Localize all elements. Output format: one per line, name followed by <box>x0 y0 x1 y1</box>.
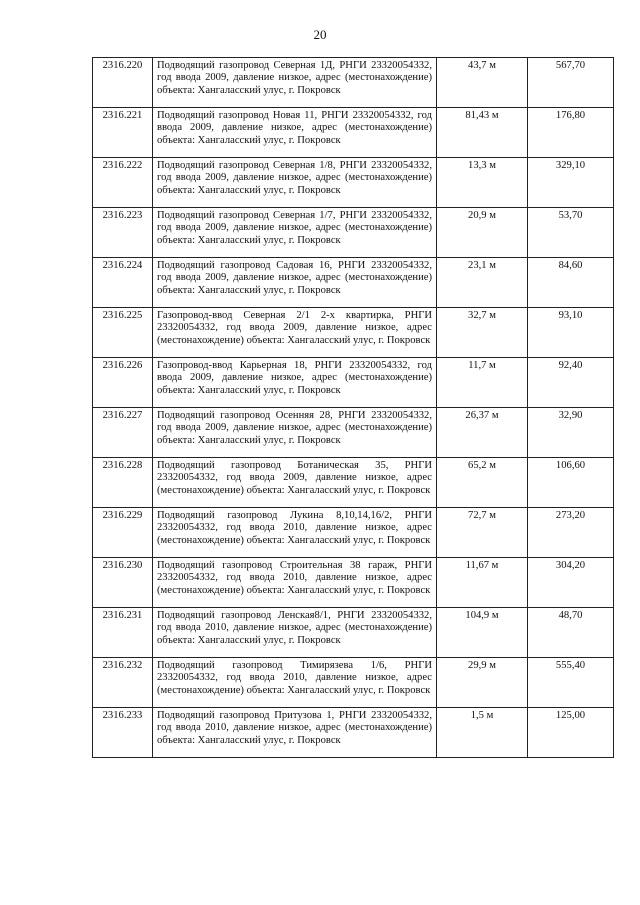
row-number: 2316.220 <box>93 58 153 108</box>
row-value: 176,80 <box>528 108 614 158</box>
table-row <box>93 208 614 258</box>
row-number: 2316.223 <box>93 208 153 258</box>
row-value: 32,90 <box>528 408 614 458</box>
row-length: 32,7 м <box>437 308 528 358</box>
row-number: 2316.222 <box>93 158 153 208</box>
row-description: Газопровод-ввод Северная 2/1 2-х квартирка, РНГИ 23320054332, год ввода 2009, давление низкое, адрес (местонахождение) объекта: Хангаласский улус, г. Покровск <box>153 308 437 358</box>
row-length: 65,2 м <box>437 458 528 508</box>
row-description: Подводящий газопровод Ленская8/1, РНГИ 23320054332, год ввода 2010, давление низкое, адрес (местонахождение) объекта: Хангаласский улус, г. Покровск <box>153 608 437 658</box>
row-description: Газопровод-ввод Карьерная 18, РНГИ 23320054332, год ввода 2009, давление низкое, адрес (местонахождение) объекта: Хангаласский улус, г. Покровск <box>153 358 437 408</box>
row-value: 555,40 <box>528 658 614 708</box>
row-description: Подводящий газопровод Северная 1/7, РНГИ 23320054332, год ввода 2009, давление низкое, адрес (местонахождение) объекта: Хангаласский улус, г. Покровск <box>153 208 437 258</box>
row-value: 567,70 <box>528 58 614 108</box>
row-value: 53,70 <box>528 208 614 258</box>
row-value: 273,20 <box>528 508 614 558</box>
row-length: 72,7 м <box>437 508 528 558</box>
table-row <box>93 258 614 308</box>
row-description: Подводящий газопровод Притузова 1, РНГИ 23320054332, год ввода 2010, давление низкое, адрес (местонахождение) объекта: Хангаласский улус, г. Покровск <box>153 708 437 758</box>
row-number: 2316.233 <box>93 708 153 758</box>
row-number: 2316.225 <box>93 308 153 358</box>
row-value: 304,20 <box>528 558 614 608</box>
property-registry-table <box>92 57 614 758</box>
row-number: 2316.226 <box>93 358 153 408</box>
row-description: Подводящий газопровод Северная 1Д, РНГИ 23320054332, год ввода 2009, давление низкое, адрес (местонахождение) объекта: Хангаласский улус, г. Покровск <box>153 58 437 108</box>
table-row <box>93 558 614 608</box>
row-length: 29,9 м <box>437 658 528 708</box>
row-value: 106,60 <box>528 458 614 508</box>
row-description: Подводящий газопровод Северная 1/8, РНГИ 23320054332, год ввода 2009, давление низкое, адрес (местонахождение) объекта: Хангаласский улус, г. Покровск <box>153 158 437 208</box>
table-row <box>93 308 614 358</box>
table-row <box>93 408 614 458</box>
row-value: 84,60 <box>528 258 614 308</box>
row-length: 81,43 м <box>437 108 528 158</box>
row-length: 11,67 м <box>437 558 528 608</box>
table-row <box>93 608 614 658</box>
row-length: 23,1 м <box>437 258 528 308</box>
row-description: Подводящий газопровод Строительная 38 гараж, РНГИ 23320054332, год ввода 2010, давление низкое, адрес (местонахождение) объекта: Хангаласский улус, г. Покровск <box>153 558 437 608</box>
table-row <box>93 358 614 408</box>
row-length: 11,7 м <box>437 358 528 408</box>
row-number: 2316.228 <box>93 458 153 508</box>
table-row <box>93 58 614 108</box>
row-description: Подводящий газопровод Лукина 8,10,14,16/2, РНГИ 23320054332, год ввода 2010, давление низкое, адрес (местонахождение) объекта: Хангаласский улус, г. Покровск <box>153 508 437 558</box>
row-description: Подводящий газопровод Ботаническая 35, РНГИ 23320054332, год ввода 2009, давление низкое, адрес (местонахождение) объекта: Хангаласский улус, г. Покровск <box>153 458 437 508</box>
table-row <box>93 108 614 158</box>
row-description: Подводящий газопровод Новая 11, РНГИ 23320054332, год ввода 2009, давление низкое, адрес (местонахождение) объекта: Хангаласский улус, г. Покровск <box>153 108 437 158</box>
row-number: 2316.230 <box>93 558 153 608</box>
row-description: Подводящий газопровод Тимирязева 1/6, РНГИ 23320054332, год ввода 2010, давление низкое, адрес (местонахождение) объекта: Хангаласский улус, г. Покровск <box>153 658 437 708</box>
row-number: 2316.224 <box>93 258 153 308</box>
row-number: 2316.232 <box>93 658 153 708</box>
row-number: 2316.227 <box>93 408 153 458</box>
row-length: 104,9 м <box>437 608 528 658</box>
row-length: 20,9 м <box>437 208 528 258</box>
row-value: 48,70 <box>528 608 614 658</box>
row-value: 92,40 <box>528 358 614 408</box>
row-value: 329,10 <box>528 158 614 208</box>
table-row <box>93 458 614 508</box>
row-number: 2316.231 <box>93 608 153 658</box>
row-length: 13,3 м <box>437 158 528 208</box>
table-row <box>93 158 614 208</box>
row-length: 26,37 м <box>437 408 528 458</box>
row-value: 125,00 <box>528 708 614 758</box>
table-row <box>93 508 614 558</box>
page-number: 20 <box>313 27 327 42</box>
table-row <box>93 658 614 708</box>
row-description: Подводящий газопровод Садовая 16, РНГИ 23320054332, год ввода 2009, давление низкое, адрес (местонахождение) объекта: Хангаласский улус, г. Покровск <box>153 258 437 308</box>
row-value: 93,10 <box>528 308 614 358</box>
table-row <box>93 708 614 758</box>
row-description: Подводящий газопровод Осенняя 28, РНГИ 23320054332, год ввода 2009, давление низкое, адрес (местонахождение) объекта: Хангаласский улус, г. Покровск <box>153 408 437 458</box>
row-length: 43,7 м <box>437 58 528 108</box>
row-number: 2316.221 <box>93 108 153 158</box>
row-number: 2316.229 <box>93 508 153 558</box>
row-length: 1,5 м <box>437 708 528 758</box>
